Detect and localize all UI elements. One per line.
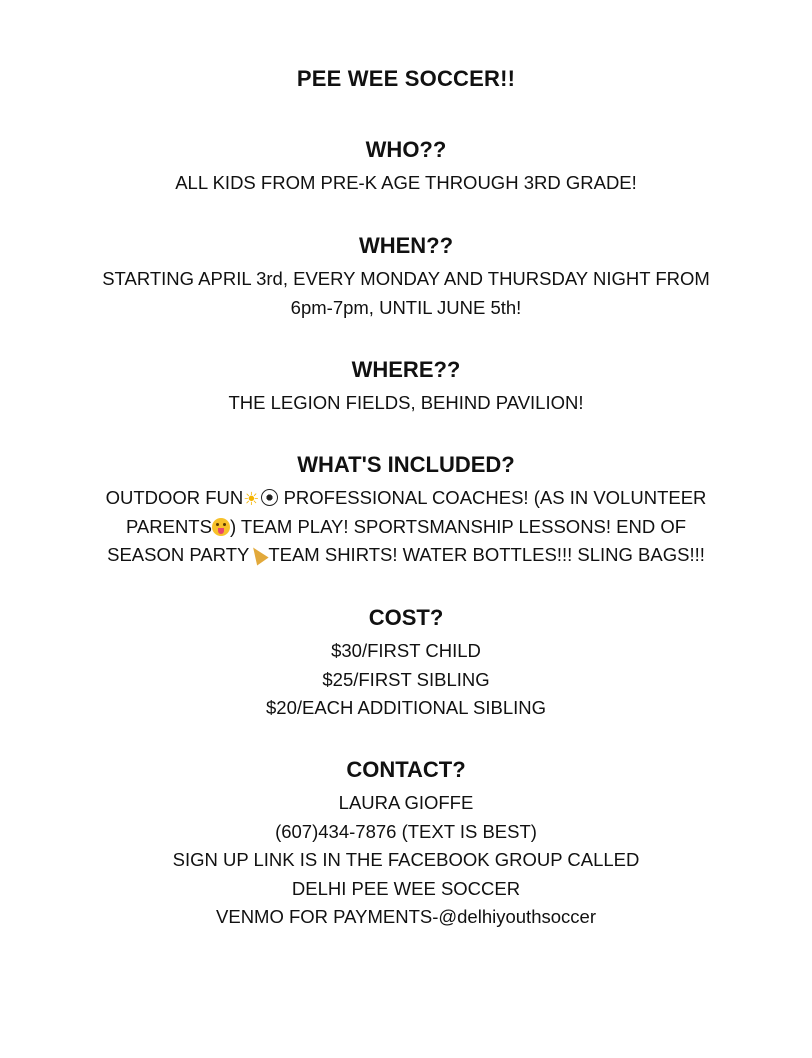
included-line-1: [0, 484, 812, 513]
contact-signup-text: SIGN UP LINK IS IN THE FACEBOOK GROUP CALLED: [172, 849, 640, 871]
cost-line: $20/EACH ADDITIONAL SIBLING: [266, 697, 546, 719]
contact-section: [0, 756, 812, 932]
where-section: [0, 356, 812, 418]
included-line-1-b: PROFESSIONAL COACHES! (AS IN VOLUNTEER: [283, 487, 707, 508]
where-text: THE LEGION FIELDS, BEHIND PAVILION!: [228, 392, 584, 413]
cost-heading: COST?: [368, 605, 444, 630]
when-text-line-2: 6pm-7pm, UNTIL JUNE 5th!: [290, 296, 522, 318]
included-line-1-a: OUTDOOR FUN: [105, 487, 244, 508]
cost-line: $25/FIRST SIBLING: [322, 668, 490, 690]
contact-heading: CONTACT?: [346, 757, 466, 782]
included-line-3-b: TEAM SHIRTS! WATER BOTTLES!!! SLING BAGS!!!: [268, 544, 705, 566]
included-line-2: [0, 513, 812, 542]
sun-icon: ☀: [243, 489, 260, 510]
cost-section: [0, 604, 812, 723]
included-line-3: [0, 541, 812, 570]
when-heading: WHEN??: [358, 233, 454, 258]
contact-phone: (607)434-7876 (TEXT IS BEST): [275, 820, 537, 842]
who-heading: WHO??: [365, 137, 447, 162]
included-line-2-a: PARENTS: [125, 515, 212, 537]
included-line-2-b: ) TEAM PLAY! SPORTSMANSHIP LESSONS! END OF: [229, 515, 687, 537]
included-heading: WHAT'S INCLUDED?: [297, 452, 515, 477]
tongue-face-icon: [212, 518, 230, 536]
who-text: ALL KIDS FROM PRE-K AGE THROUGH 3RD GRADE!: [175, 172, 637, 193]
contact-venmo: VENMO FOR PAYMENTS-@delhiyouthsoccer: [216, 906, 596, 928]
who-section: [0, 136, 812, 198]
party-popper-icon: [248, 544, 269, 566]
included-section: [0, 451, 812, 570]
contact-group-name: DELHI PEE WEE SOCCER: [291, 877, 521, 899]
flyer-title: PEE WEE SOCCER!!: [296, 66, 516, 91]
contact-name: LAURA GIOFFE: [338, 792, 474, 813]
included-line-3-a: SEASON PARTY: [107, 544, 250, 566]
where-heading: WHERE??: [351, 357, 461, 382]
cost-line: $30/FIRST CHILD: [331, 640, 481, 661]
when-section: [0, 232, 812, 322]
when-text-line-1: STARTING APRIL 3rd, EVERY MONDAY AND THURSDAY NIGHT FROM: [102, 268, 710, 289]
soccer-ball-icon: [261, 489, 278, 506]
